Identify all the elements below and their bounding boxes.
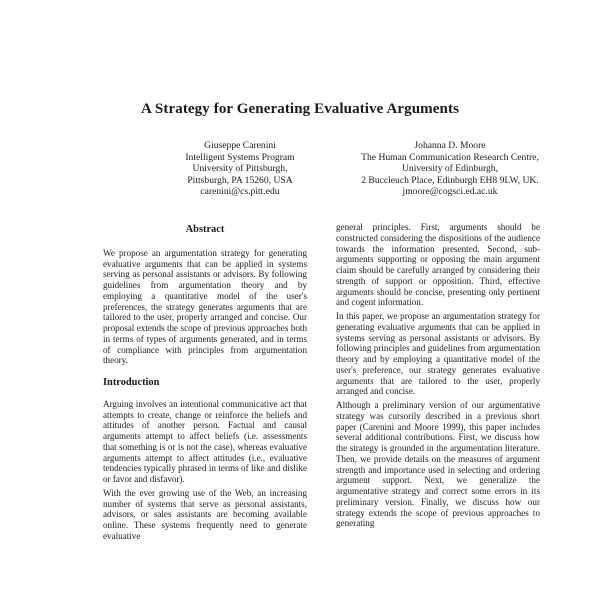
intro-paragraph-1: Arguing involves an intentional communicative act that attempts to create, change or reinforce the beliefs and attitudes of another person. Factual and causal arguments attempt to affect beliefs (i.e. assessments that something is or is not the case), whereas evaluative arguments attempt to affect attitudes (i.e., evaluative tendencies typically phrased in terms of like and dislike or favor and disfavor). xyxy=(103,398,307,484)
author-block-moore xyxy=(300,140,600,198)
introduction-heading: Introduction xyxy=(103,377,160,388)
intro-paragraph-2: With the ever growing use of the Web, an increasing number of systems that serve as personal assistants, advisors, or sales assistants are becoming available online. These systems frequently need to generate evaluative xyxy=(103,487,307,541)
author-affiliation: Intelligent Systems Program xyxy=(185,151,295,163)
author-address: 2 Buccleuch Place, Edinburgh EH8 9LW, UK. xyxy=(361,174,539,186)
right-paragraph-2: In this paper, we propose an argumentation strategy for generating evaluative arguments that can be applied in systems serving as personal assistants or advisors. By following principles and guidelines from argumentation theory and by employing a quantitative model of the user's preference, our strategy generates evaluative arguments that are tailored to the user, properly arranged and concise. xyxy=(336,311,540,397)
right-column xyxy=(336,222,540,532)
author-university: University of Edinburgh, xyxy=(401,163,499,175)
author-name: Giuseppe Carenini xyxy=(204,140,276,151)
left-column xyxy=(103,225,307,545)
abstract-text: We propose an argumentation strategy for generating evaluative arguments that can be applied in systems serving as personal assistants or advisors. By following guidelines from argumentation theory and by employing a quantitative model of the user's preferences, the strategy generates arguments that are tailored to the user, properly arranged and concise. Our proposal extends the scope of previous approaches both in terms of types of arguments generated, and in terms of compliance with principles from argumentation theory. xyxy=(103,247,307,366)
paper-title: A Strategy for Generating Evaluative Arguments xyxy=(140,101,460,117)
author-affiliation: The Human Communication Research Centre, xyxy=(361,151,539,163)
abstract-heading: Abstract xyxy=(185,224,225,235)
author-address: Pittsburgh, PA 15260, USA xyxy=(187,174,293,186)
right-paragraph-3: Although a preliminary version of our argumentative strategy was cursorily described in a previous short paper (Carenini and Moore 1999), this paper includes several additional contributions. First, we discuss how the strategy is grounded in the argumentation literature. Then, we provide details on the measures of argument strength and importance used in selecting and ordering argument support. Next, we generalize the argumentative strategy and correct some errors in its preliminary version. Finally, we discuss how our strategy extends the scope of previous approaches to generating xyxy=(336,400,540,529)
author-university: University of Pittsburgh, xyxy=(192,163,288,175)
author-name: Johanna D. Moore xyxy=(414,140,486,151)
right-paragraph-1: general principles. First, arguments should be constructed considering the dispositions of the audience towards the information presented. Second, sub-arguments supporting or opposing the main argument claim should be carefully arranged by considering their strength of support or opposition. Third, effective arguments should be concise, presenting only pertinent and cogent information. xyxy=(336,222,540,308)
author-email: jmoore@cogsci.ed.ac.uk xyxy=(402,186,498,198)
author-email: carenini@cs.pitt.edu xyxy=(200,186,280,198)
